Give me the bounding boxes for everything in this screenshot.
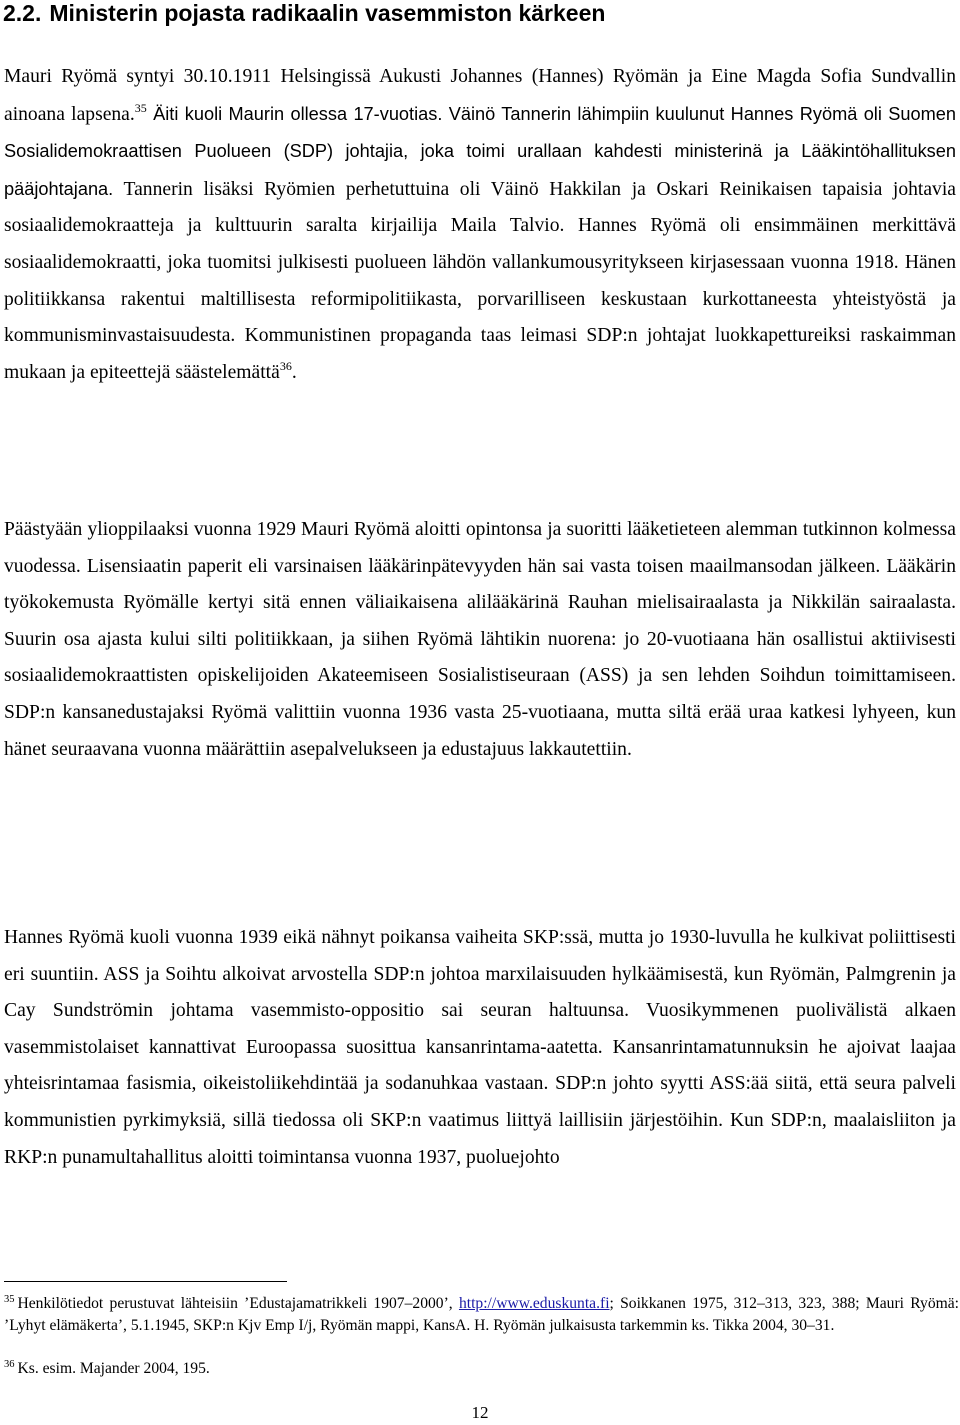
paragraph-1	[4, 59, 956, 391]
footnote-36-marker: 36	[4, 1359, 15, 1370]
paragraph-1-part-a: Mauri Ryömä syntyi 30.10.1911 Helsingissä Aukusti Johannes (Hannes) Ryömän ja Eine Magda Sofia Sundvallin ainoana lapsena.	[4, 66, 956, 125]
footnote-35-marker: 35	[4, 1294, 15, 1305]
paragraph-3: Hannes Ryömä kuoli vuonna 1939 eikä nähnyt poikansa vaiheita SKP:ssä, mutta jo 1930-luvulla he kulkivat poliittisesti eri suuntiin. ASS ja Soihtu alkoivat arvostella SDP:n johtoa marxilaisuuden hylkäämisestä, kun Ryömän, Palmgrenin ja Cay Sundströmin johtama vasemmisto-oppositio sai seuran haltuunsa. Vuosikymmenen puolivälistä alkaen vasemmistolaiset kannattivat Euroopassa suosittua kansanrintama-aatetta. Kansanrintamatunnuksin he ajoivat laajaa yhteisrintamaa fasismia, oikeistoliikehdintää ja sodanuhkaa vastaan. SDP:n johto syytti ASS:ää siitä, että seura palveli kommunistien pyrkimyksiä, sillä tiedossa oli SKP:n vaatimus liittyä laillisiin järjestöihin. Kun SDP:n, maalaisliiton ja RKP:n punamultahallitus aloitti toimintansa vuonna 1937, puoluejohto	[4, 927, 956, 1168]
footnote-ref-36[interactable]: 36	[279, 358, 292, 373]
eduskunta-link[interactable]: http://www.eduskunta.fi	[458, 1295, 610, 1312]
page-number: 12	[471, 1403, 489, 1422]
footnote-separator	[4, 1281, 287, 1282]
paragraph-1-part-d: .	[291, 361, 297, 383]
paragraph-1-part-b: Äiti kuoli Maurin ollessa 17-vuotias. Väinö Tannerin lähimpiin kuulunut Hannes Ryömä oli Suomen Sosialidemokraattisen Puolueen (SDP) johtajia, joka toimi urallaan kahdesti ministerinä ja Lääkintöhallituksen pääjohtajana.	[4, 103, 956, 199]
footnote-35	[4, 1293, 959, 1336]
section-title: Ministerin pojasta radikaalin vasemmiston kärkeen	[49, 0, 606, 26]
paragraph-2: Päästyään ylioppilaaksi vuonna 1929 Mauri Ryömä aloitti opintonsa ja suoritti lääketieteen alemman tutkinnon kolmessa vuodessa. Lisensiaatin paperit eli varsinaisen lääkärinpätevyyden hän sai vasta toisen maailmansodan jälkeen. Lääkärin työkokemusta Ryömälle kertyi sitä ennen väliaikaisena alilääkärinä Rauhan mielisairaalasta ja Nikkilän sairaalasta. Suurin osa ajasta kului silti politiikkaan, ja siihen Ryömä lähtikin nuorena: jo 20-vuotiaana hän osallistui aktiivisesti sosiaalidemokraattisten opiskelijoiden Akateemiseen Sosialistiseuraan (ASS) ja sen lehden Soihdun toimittamiseen. SDP:n kansanedustajaksi Ryömä valittiin vuonna 1936 vasta 25-vuotiaana, mutta siltä erää uraa katkesi lyhyeen, kun hänet seuraavana vuonna määrättiin asepalvelukseen ja edustajuus lakkautettiin.	[4, 519, 956, 760]
footnote-35-text-a: Henkilötiedot perustuvat lähteisiin ’Edustajamatrikkeli 1907–2000’,	[17, 1295, 459, 1312]
section-number: 2.2.	[3, 0, 42, 26]
footnote-ref-35[interactable]: 35	[134, 100, 147, 115]
footnote-36	[4, 1358, 959, 1380]
footnote-36-text: Ks. esim. Majander 2004, 195.	[17, 1360, 210, 1377]
section-heading	[3, 0, 605, 30]
footnote-35-text-b: ; Soikkanen 1975, 312–313, 323, 388; Mauri Ryömä: ’Lyhyt elämäkerta’, 5.1.1945, SKP:n Kjv Emp I/j, Ryömän mappi, KansA. H. Ryömän julkaisusta tarkemmin ks. Tikka 2004, 30–31.	[4, 1295, 960, 1334]
paragraph-1-part-c: Tannerin lisäksi Ryömien perhetuttuina oli Väinö Hakkilan ja Oskari Reinikaisen tapaisia johtavia sosiaalidemokraatteja ja kulttuurin saralta kirjailija Maila Talvio. Hannes Ryömä oli ensimmäinen merkittävä sosiaalidemokraatti, joka tuomitsi julkisesti puolueen lähdön vallankumousyritykseen kirjasessaan vuonna 1918. Hänen politiikkansa rakentui maltillisesta reformipolitiikasta, porvarilliseen keskustaan kurkottaneesta yhteistyöstä ja kommunisminvastaisuudesta. Kommunistinen propaganda taas leimasi SDP:n johtajat luokkapettureiksi raskaimman mukaan ja epiteettejä säästelemättä	[4, 178, 956, 383]
